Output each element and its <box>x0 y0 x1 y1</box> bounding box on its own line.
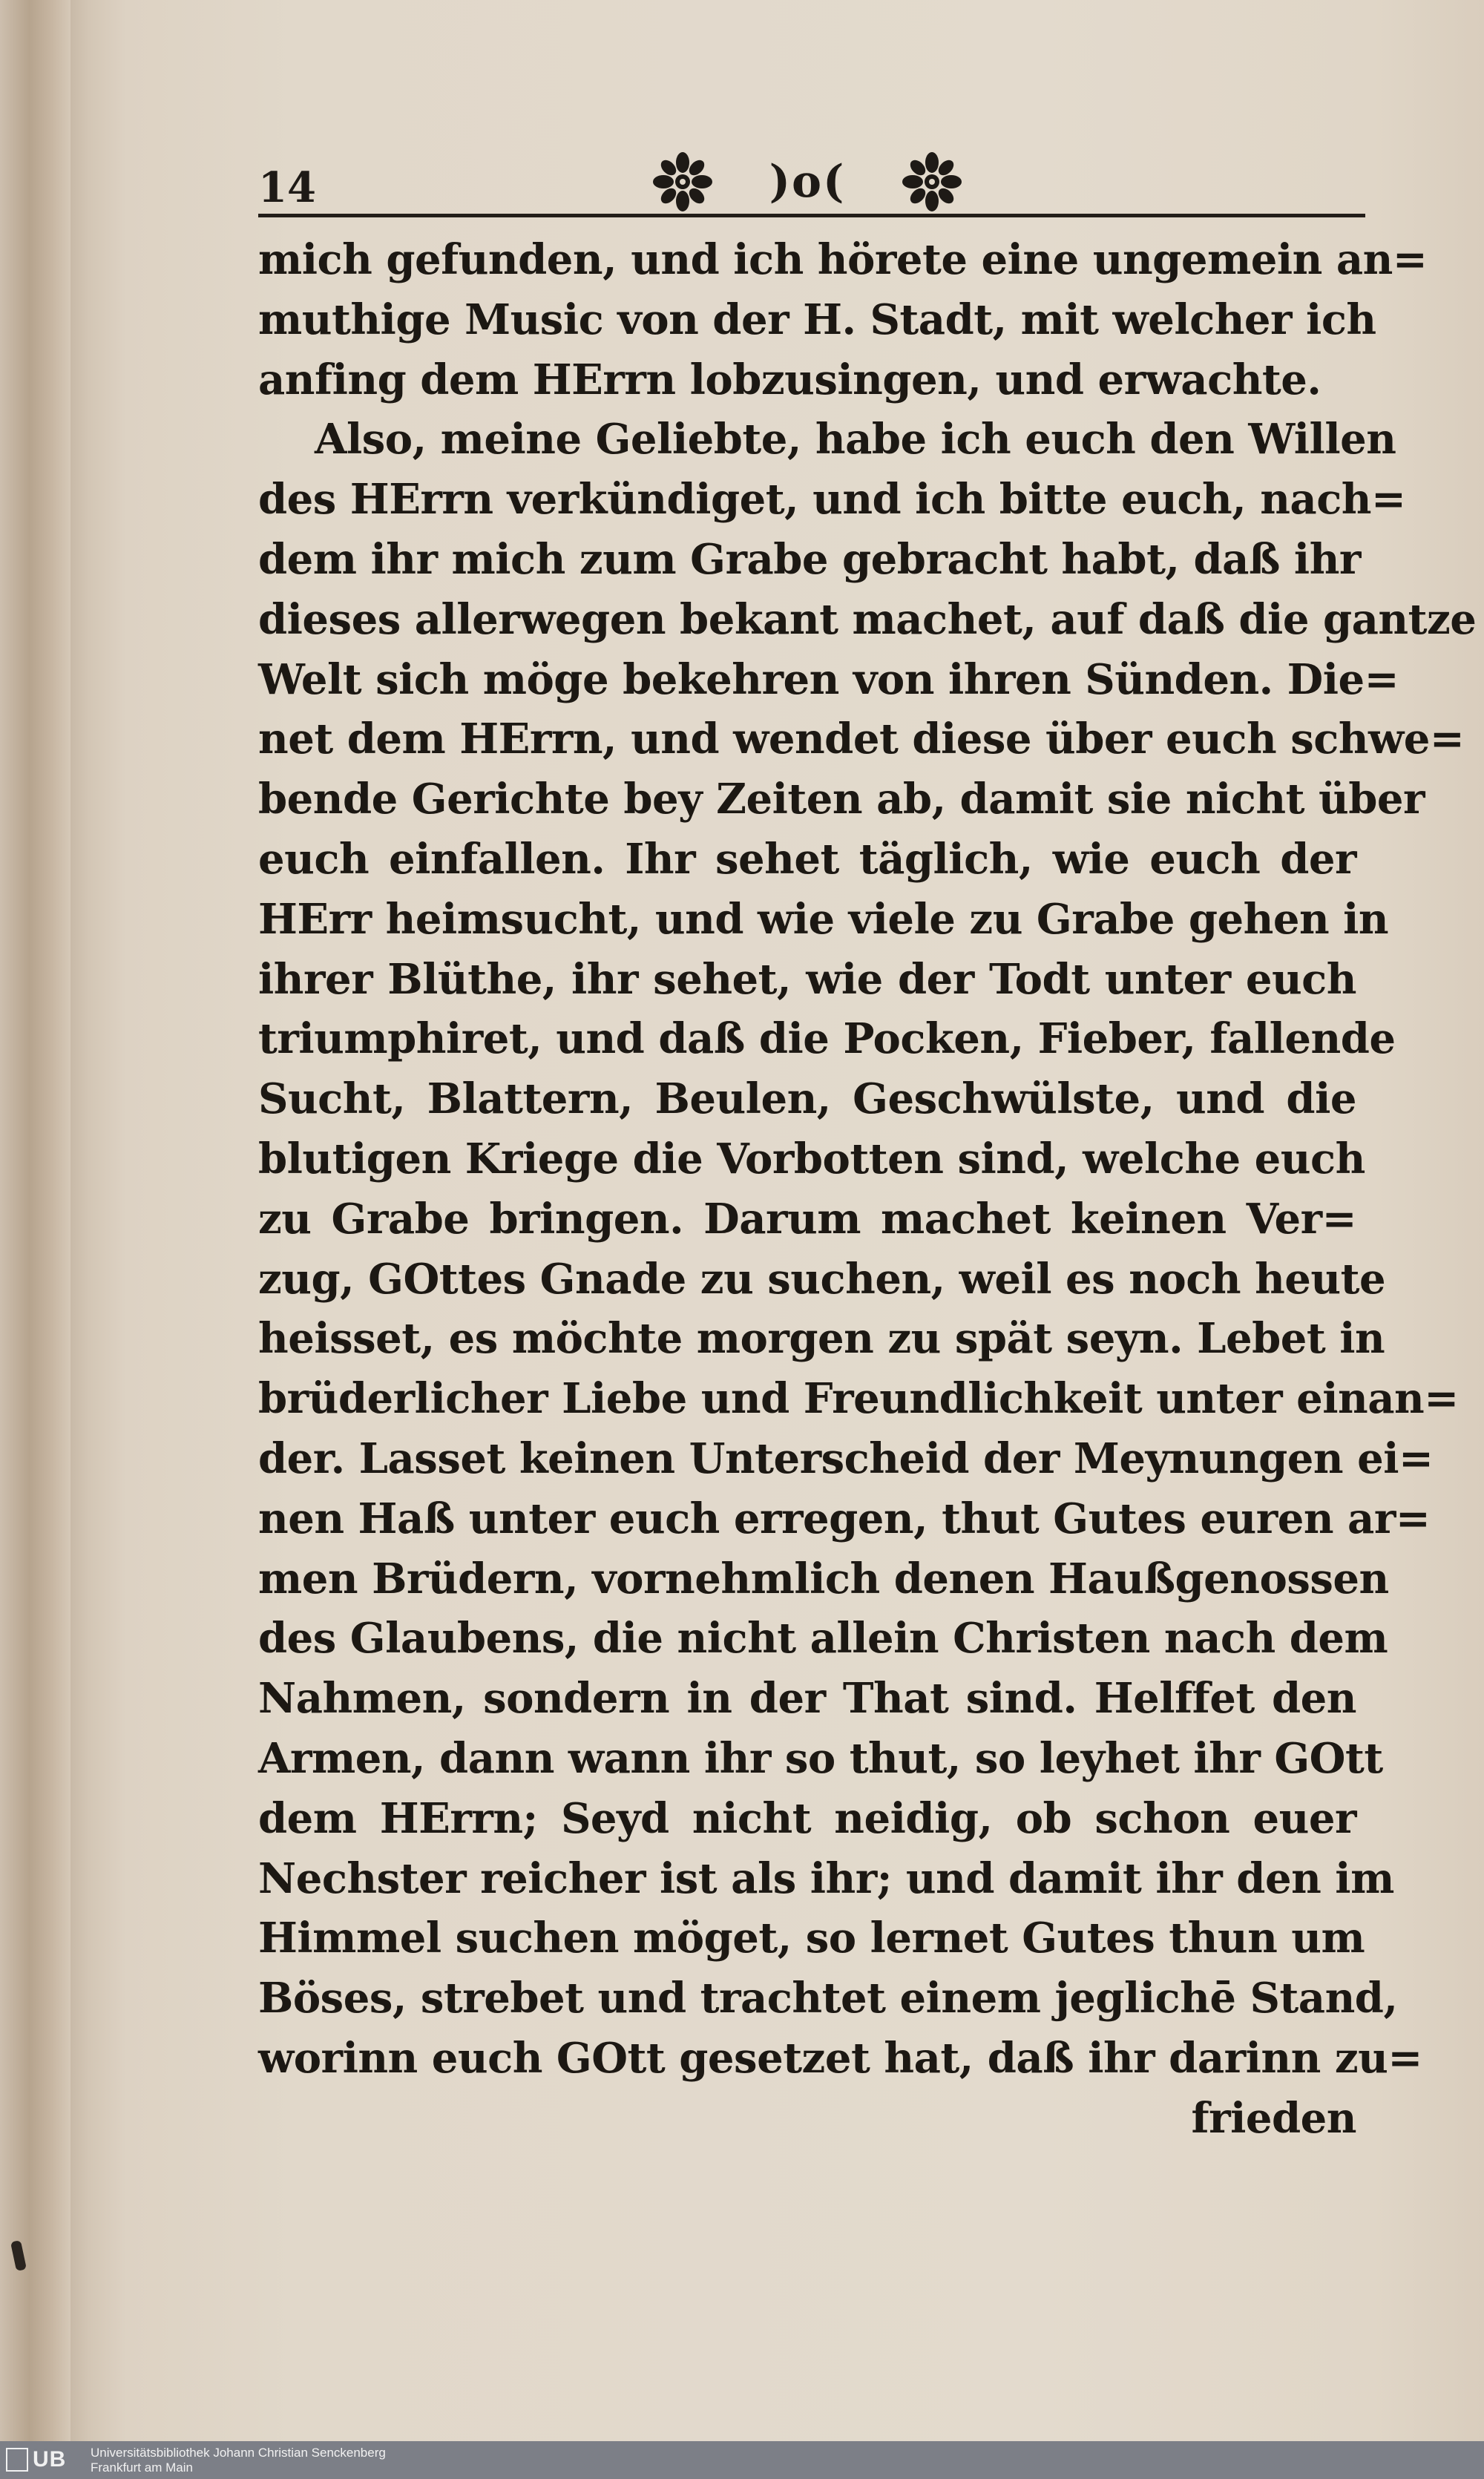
institution-line-1: Universitätsbibliothek Johann Christian Senckenberg <box>91 2446 386 2460</box>
catchword: frieden <box>1191 2093 1356 2143</box>
rosette-icon <box>651 151 714 213</box>
header-ornaments <box>651 148 963 215</box>
text-line: bende Gerichte bey Zeiten ab, damit sie nicht über <box>258 775 1425 824</box>
text-line: ihrer Blüthe, ihr sehet, wie der Todt unter euch <box>258 954 1356 1004</box>
text-line: zug, GOttes Gnade zu suchen, weil es noch heute <box>258 1254 1386 1304</box>
text-line: net dem HErrn, und wendet diese über euch schwe= <box>258 715 1465 764</box>
text-line: HErr heimsucht, und wie viele zu Grabe gehen in <box>258 894 1389 944</box>
library-footer-bar <box>0 2441 1484 2479</box>
text-line: heisset, es möchte morgen zu spät seyn. Lebet in <box>258 1314 1385 1364</box>
header-rule <box>258 214 1365 217</box>
ub-logo <box>6 2446 80 2474</box>
text-line: Also, meine Geliebte, habe ich euch den Willen <box>315 415 1396 464</box>
text-line: brüderlicher Liebe und Freundlichkeit unter einan= <box>258 1374 1459 1424</box>
text-line: mich gefunden, und ich hörete eine ungemein an= <box>258 235 1428 284</box>
text-line: des Glaubens, die nicht allein Christen nach dem <box>258 1614 1388 1664</box>
text-line: Himmel suchen möget, so lernet Gutes thun um <box>258 1914 1365 1963</box>
ub-logo-mark-icon <box>6 2448 28 2472</box>
page-header <box>258 148 1356 220</box>
text-line: Armen, dann wann ihr so thut, so leyhet ihr GOtt <box>258 1733 1383 1783</box>
institution-name <box>91 2446 386 2475</box>
printed-page <box>258 148 1477 2149</box>
ub-logo-text: UB <box>33 2447 67 2472</box>
body-text <box>258 230 1477 2149</box>
page-number: 14 <box>258 163 316 212</box>
rosette-icon <box>901 151 963 213</box>
text-line: muthige Music von der H. Stadt, mit welcher ich <box>258 295 1376 344</box>
text-line: euch einfallen. Ihr sehet täglich, wie euch der <box>258 834 1356 884</box>
text-line: Nahmen, sondern in der That sind. Helffet den <box>258 1674 1356 1724</box>
text-line: Böses, strebet und trachtet einem jeglichē Stand, <box>258 1974 1398 2023</box>
text-line: des HErrn verkündiget, und ich bitte euch, nach= <box>258 475 1406 525</box>
book-binding-edge <box>0 0 70 2441</box>
text-line: Nechster reicher ist als ihr; und damit ihr den im <box>258 1853 1394 1903</box>
text-line: der. Lasset keinen Unterscheid der Meynungen ei= <box>258 1434 1434 1483</box>
text-line: triumphiret, und daß die Pocken, Fieber, fallende <box>258 1014 1396 1064</box>
center-ornament-mark: )o( <box>769 156 846 208</box>
institution-line-2: Frankfurt am Main <box>91 2460 193 2475</box>
text-line: Sucht, Blattern, Beulen, Geschwülste, und die <box>258 1074 1356 1124</box>
text-line: zu Grabe bringen. Darum machet keinen Ver= <box>258 1194 1356 1244</box>
text-line: dem HErrn; Seyd nicht neidig, ob schon euer <box>258 1793 1356 1843</box>
text-line: anfing dem HErrn lobzusingen, und erwachte. <box>258 355 1322 404</box>
text-line: blutigen Kriege die Vorbotten sind, welche euch <box>258 1134 1365 1183</box>
text-line: worinn euch GOtt gesetzet hat, daß ihr darinn zu= <box>258 2033 1422 2083</box>
text-line: nen Haß unter euch erregen, thut Gutes euren ar= <box>258 1494 1431 1543</box>
text-line: Welt sich möge bekehren von ihren Sünden. Die= <box>258 654 1399 704</box>
text-line: dieses allerwegen bekant machet, auf daß die gantze <box>258 594 1477 644</box>
text-line: dem ihr mich zum Grabe gebracht habt, daß ihr <box>258 534 1361 584</box>
text-line: men Brüdern, vornehmlich denen Haußgenossen <box>258 1554 1389 1603</box>
